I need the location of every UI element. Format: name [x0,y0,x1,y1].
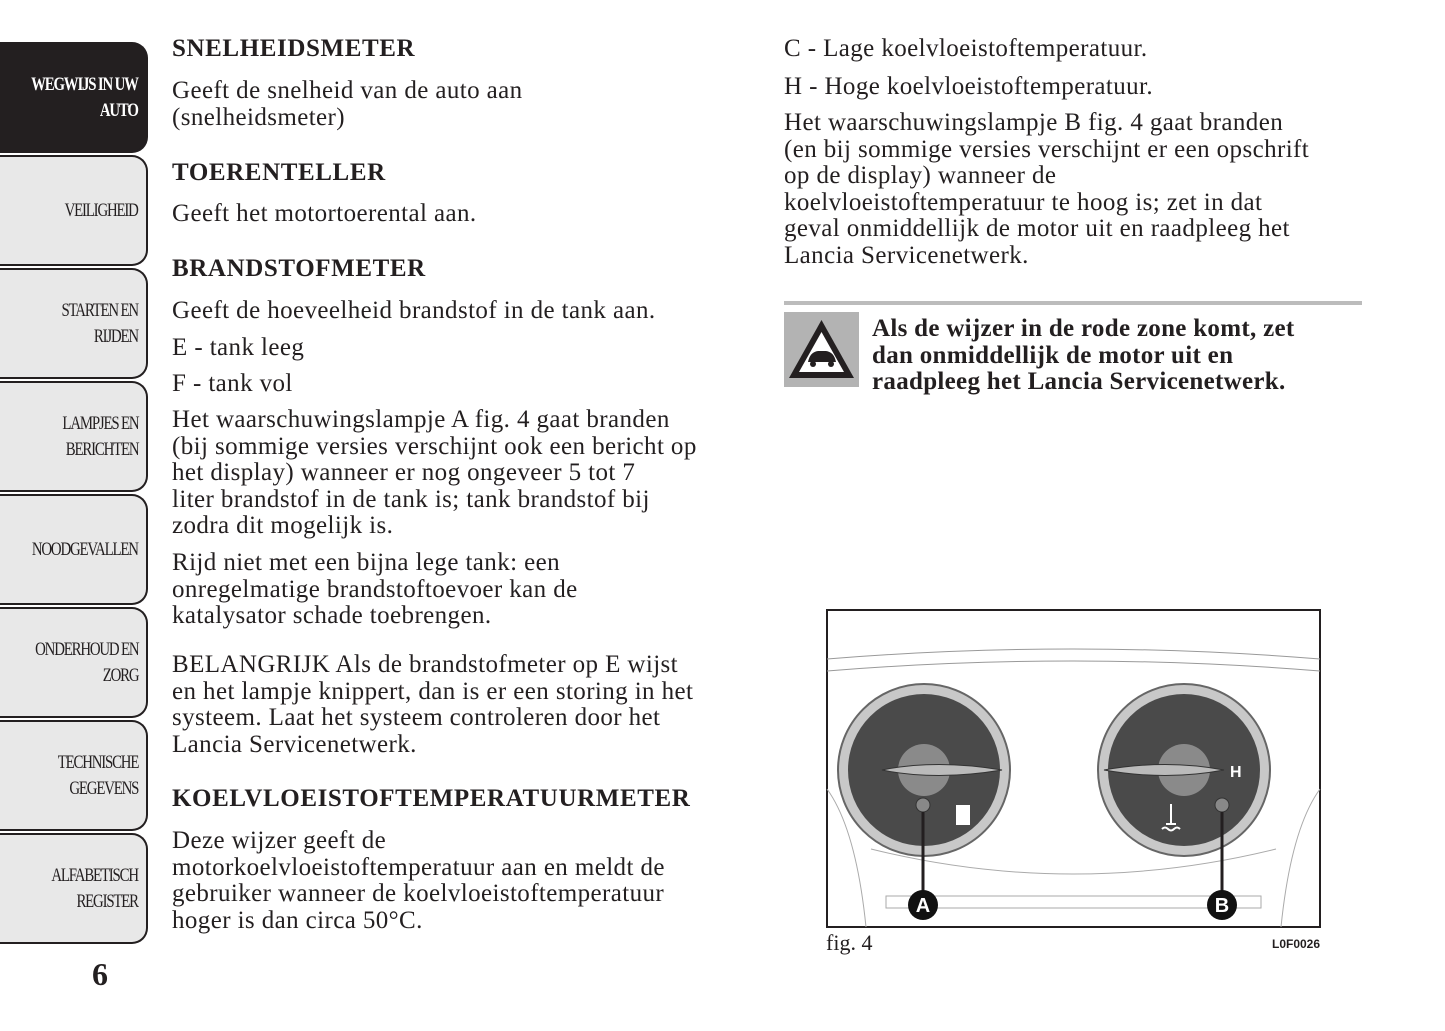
fuel-full-label: F [1012,764,1022,781]
paragraph: F - tank vol [172,370,293,397]
paragraph: Het waarschuwingslampje A fig. 4 gaat branden (bij sommige versies verschijnt ook een bericht op het display) wanneer er nog ongeveer 5 tot 7 liter brandstof in de tank is; tank brandstof bij zodra dit mogelijk is. [172,406,697,539]
paragraph: E - tank leeg [172,334,305,361]
tab-label: VEILIGHEID [64,199,138,221]
heading-toerenteller: TOERENTELLER [172,159,386,186]
page-number: 6 [92,956,108,992]
warning-text: Als de wijzer in de rode zone komt, zet dan onmiddellijk de motor uit en raadpleeg het Lancia Servicenetwerk. [872,315,1295,395]
tab-onderhoud-en-zorg[interactable] [0,607,148,718]
paragraph: Geeft het motortoerental aan. [172,200,477,227]
tab-label: ALFABETISCH REGISTER [51,864,138,912]
tab-technische-gegevens[interactable] [0,720,148,831]
tab-alfabetisch-register[interactable] [0,833,148,944]
heading-koelvloeistoftemperatuurmeter: KOELVLOEISTOFTEMPERATUURMETER [172,785,691,812]
tab-label: WEGWIJS IN UW AUTO [31,73,138,121]
tab-lampjes-en-berichten[interactable] [0,381,148,492]
paragraph: C - Lage koelvloeistoftemperatuur. [784,35,1148,62]
callout-b: B [1214,895,1230,917]
figure-instrument-gauges [826,609,1321,933]
figure-caption: fig. 4 [826,930,873,955]
temp-hot-label: H [1230,764,1242,781]
tab-starten-en-rijden[interactable] [0,268,148,379]
paragraph: H - Hoge koelvloeistoftemperatuur. [784,73,1154,100]
tab-label: NOODGEVALLEN [32,538,138,560]
tab-label: TECHNISCHE GEGEVENS [57,751,138,799]
tab-label: STARTEN EN RIJDEN [61,299,138,347]
paragraph: Het waarschuwingslampje B fig. 4 gaat branden (en bij sommige versies verschijnt er een opschrift op de display) wanneer de koelvloeistoftemperatuur te hoog is; zet in dat geval onmiddellijk de motor uit en raadpleeg het Lancia Servicenetwerk. [784,109,1310,269]
figure-code: L0F0026 [1272,937,1321,951]
paragraph: Geeft de hoeveelheid brandstof in de tank aan. [172,297,656,324]
tab-veiligheid[interactable] [0,155,148,266]
heading-snelheidsmeter: SNELHEIDSMETER [172,35,416,62]
tab-noodgevallen[interactable] [0,494,148,605]
heading-brandstofmeter: BRANDSTOFMETER [172,255,426,282]
tab-label: LAMPJES EN BERICHTEN [61,412,138,460]
paragraph: Deze wijzer geeft de motorkoelvloeistoftemperatuur aan en meldt de gebruiker wanneer de koelvloeistoftemperatuur hoger is dan circa 50°C. [172,827,665,934]
tab-label: ONDERHOUD EN ZORG [34,638,138,686]
tab-wegwijs-in-uw-auto[interactable] [0,42,148,153]
callout-a: A [915,895,931,917]
paragraph: Rijd niet met een bijna lege tank: een onregelmatige brandstoftoevoer kan de katalysator schade toebrengen. [172,549,578,629]
paragraph: BELANGRIJK Als de brandstofmeter op E wijst en het lampje knippert, dan is er een storing in het systeem. Laat het systeem controleren door het Lancia Servicenetwerk. [172,651,694,758]
car-warning-triangle-icon [784,312,859,387]
divider [784,301,1362,305]
paragraph: Geeft de snelheid van de auto aan (snelheidsmeter) [172,77,523,131]
